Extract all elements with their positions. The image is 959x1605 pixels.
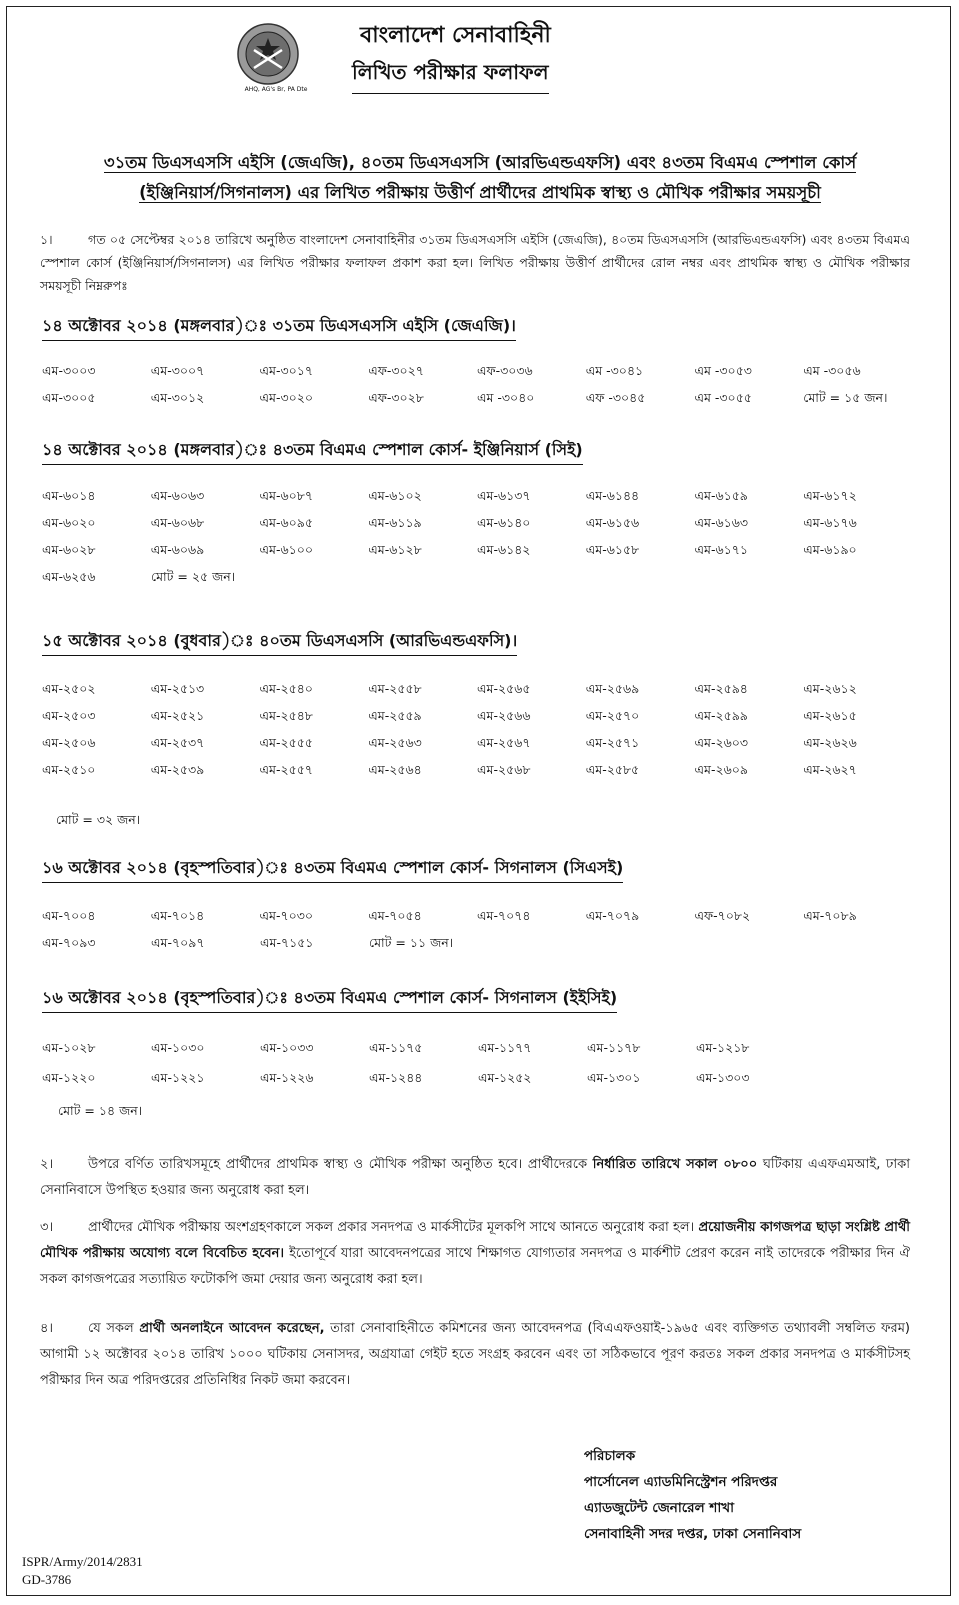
roll-number: এম-২৫৭০ xyxy=(585,708,640,723)
signatory-hq: সেনাবাহিনী সদর দপ্তর, ঢাকা সেনানিবাস xyxy=(584,1526,802,1542)
roll-number: এম-৬০৬৩ xyxy=(150,488,205,503)
roll-number: এম-২৬০৯ xyxy=(694,762,748,777)
roll-row xyxy=(42,762,912,789)
roll-number: এম-১৩০১ xyxy=(587,1070,641,1085)
roll-row xyxy=(42,1040,912,1070)
roll-number: এম-২৬২৭ xyxy=(803,762,857,777)
roll-number: এম-৬২৫৬ xyxy=(42,569,96,584)
para-emphasis: নির্ধারিত তারিখে সকাল ০৮০০ xyxy=(592,1157,758,1172)
roll-number: এম-২৫৫৯ xyxy=(368,708,422,723)
roll-number: এম-১০৩০ xyxy=(151,1040,205,1055)
roll-number: এম -৩০৫৬ xyxy=(803,363,861,378)
para-emphasis: প্রয়োজনীয় কাগজপত্র ছাড়া সংশ্লিষ্ট প্রার্থী মৌখিক পরীক্ষায় অযোগ্য বলে বিবেচিত হবেন। xyxy=(40,1220,910,1261)
section-title: ১৪ অক্টোবর ২০১৪ (মঙ্গলবার)ঃ ৩১তম ডিএসএসসি এইসি (জেএজি)। xyxy=(42,313,516,341)
notice-heading xyxy=(40,148,920,208)
roll-number: এম-২৫৫৭ xyxy=(259,762,313,777)
roll-number: এম-২৫৪০ xyxy=(259,681,313,696)
roll-number: এম-২৫৬৬ xyxy=(477,708,531,723)
roll-number: এম-২৫৩৯ xyxy=(150,762,205,777)
roll-row xyxy=(42,681,912,708)
roll-number: এম-২৬০৩ xyxy=(694,735,748,750)
roll-grid xyxy=(42,681,912,789)
roll-number: এম-৩০২০ xyxy=(259,390,313,405)
roll-number: এম-৬১৫৯ xyxy=(694,488,748,503)
para-text: গত ০৫ সেপ্টেম্বর ২০১৪ তারিখে অনুষ্ঠিত বাংলাদেশ সেনাবাহিনীর ৩১তম ডিএসএসসি এইসি (জেএজি), ৪০তম ডিএসএসসি (আরভিএন্ডএফসি) এবং ৪৩তম বিএমএ স্পেশাল কোর্স (ইঞ্জিনিয়ার্স/সিগনালস) এর লিখিত পরীক্ষার ফলাফল প্রকাশ করা হল। লিখিত পরীক্ষায় উত্তীর্ণ প্রার্থীদের রোল নম্বর এবং প্রাথমিক স্বাস্থ্য ও মৌখিক পরীক্ষার সময়সূচী নিম্নরুপঃ xyxy=(40,232,910,293)
para-text: প্রার্থীদের মৌখিক পরীক্ষায় অংশগ্রহণকালে সকল প্রকার সনদপত্র ও মার্কসীটের মূলকপি সাথে আনতে অনুরোধ করা হল। xyxy=(88,1220,699,1235)
roll-number: এম-১২৫২ xyxy=(478,1070,532,1085)
roll-grid xyxy=(42,1040,912,1097)
reference-block xyxy=(22,1553,143,1589)
paragraph-2 xyxy=(40,1152,910,1204)
roll-number: এম-২৫০৩ xyxy=(42,708,96,723)
paragraph-4 xyxy=(40,1316,910,1394)
roll-number: এফ-৩০৩৬ xyxy=(477,363,533,378)
roll-number: এম-৬০৬৮ xyxy=(150,515,205,530)
roll-number: এম-২৫৬৯ xyxy=(585,681,640,696)
army-crest-icon xyxy=(236,22,300,86)
section-total: মোট = ১৪ জন। xyxy=(58,1103,143,1118)
roll-number: এম-১১৭৫ xyxy=(369,1040,423,1055)
heading-line-2: (ইঞ্জিনিয়ার্স/সিগনালস) এর লিখিত পরীক্ষায় উত্তীর্ণ প্রার্থীদের প্রাথমিক স্বাস্থ্য ও মৌখিক পরীক্ষার সময়সূচী xyxy=(139,183,821,202)
para-number: ২। xyxy=(40,1157,54,1172)
roll-number: এম-৬১৭৬ xyxy=(803,515,857,530)
roll-number: এম-৬১৫৬ xyxy=(585,515,640,530)
roll-number: এম-১১৭৭ xyxy=(478,1040,532,1055)
roll-number: এম-৬১৪৪ xyxy=(585,488,640,503)
roll-number: এম-১২২০ xyxy=(42,1070,96,1085)
org-title: বাংলাদেশ সেনাবাহিনী xyxy=(360,23,551,48)
roll-number: এম-২৫৪৮ xyxy=(259,708,313,723)
section-total: মোট = ১১ জন। xyxy=(369,935,454,950)
section-total: মোট = ২৫ জন। xyxy=(151,569,236,584)
roll-number: এম-২৬১২ xyxy=(803,681,857,696)
roll-number: এম -৩০৪০ xyxy=(477,390,535,405)
roll-row xyxy=(42,935,912,962)
roll-number: এম-২৫০২ xyxy=(42,681,96,696)
roll-grid xyxy=(42,908,912,962)
para-number: ১। xyxy=(40,232,53,247)
roll-number: এফ-৩০২৭ xyxy=(368,363,424,378)
roll-row xyxy=(42,363,912,390)
section-title: ১৪ অক্টোবর ২০১৪ (মঙ্গলবার)ঃ ৪৩তম বিএমএ স্পেশাল কোর্স- ইঞ্জিনিয়ার্স (সিই) xyxy=(42,437,583,465)
roll-number: এফ-৭০৮২ xyxy=(694,908,751,923)
roll-number: এম-৭১৫১ xyxy=(260,935,314,950)
para-text: তারা সেনাবাহিনীতে কমিশনের জন্য আবেদনপত্র (বিএএফওয়াই-১৯৬৫ এবং ব্যক্তিগত তথ্যাবলী সম্বলিত ফরম) আগামী ১২ অক্টোবর ২০১৪ তারিখ ১০০০ ঘটিকায় সেনাসদর, অগ্রযাত্রা গেইট হতে সংগ্রহ করবেন এবং তা সঠিকভাবে পূরণ করতঃ সকল প্রকার সনদপত্র ও মার্কসীটসহ পরীক্ষার দিন অত্র পরিদপ্তরের প্রতিনিধির নিকট জমা করবেন। xyxy=(40,1321,910,1388)
roll-number: এম-৬১৫৮ xyxy=(585,542,640,557)
roll-number: এম-৬০২৮ xyxy=(42,542,96,557)
roll-row xyxy=(42,569,912,596)
roll-number: এম-৬১৬৩ xyxy=(694,515,748,530)
para-number: ৪। xyxy=(40,1321,54,1336)
roll-grid xyxy=(42,488,912,596)
section-title: ১৬ অক্টোবর ২০১৪ (বৃহস্পতিবার)ঃ ৪৩তম বিএমএ স্পেশাল কোর্স- সিগনালস (সিএসই) xyxy=(42,855,623,883)
roll-number: এম-১২২৬ xyxy=(260,1070,314,1085)
roll-number: এম-৬১৯০ xyxy=(803,542,857,557)
roll-number: এম-৬১২৮ xyxy=(368,542,422,557)
roll-number: এম-৬১১৯ xyxy=(368,515,422,530)
roll-number: এফ-৩০২৮ xyxy=(368,390,424,405)
roll-number: এম-৬১৪০ xyxy=(477,515,531,530)
roll-number: এম-১০২৮ xyxy=(42,1040,96,1055)
gd-reference: GD-3786 xyxy=(22,1572,72,1587)
signature-block xyxy=(584,1443,801,1547)
signatory-office: পার্সোনেল এ্যাডমিনিস্ট্রেশন পরিদপ্তর xyxy=(584,1474,778,1490)
roll-row xyxy=(42,542,912,569)
roll-row xyxy=(42,515,912,542)
roll-number: এম-৭০৭৪ xyxy=(477,908,531,923)
roll-number: এম-২৫৬৩ xyxy=(368,735,422,750)
para-text: উপরে বর্ণিত তারিখসমূহে প্রার্থীদের প্রাথমিক স্বাস্থ্য ও মৌখিক পরীক্ষা অনুষ্ঠিত হবে। প্রার্থীদেরকে xyxy=(88,1157,593,1172)
roll-row xyxy=(42,735,912,762)
roll-number: এম-৬১০০ xyxy=(259,542,313,557)
roll-number: এম-৩০০৩ xyxy=(42,363,96,378)
roll-row xyxy=(42,908,912,935)
para-text: ইতোপূর্বে যারা আবেদনপত্রের সাথে শিক্ষাগত যোগ্যতার সনদপত্র ও মার্কশীট প্রেরণ করেন নাই তাদেরকে পরীক্ষার দিন ঐ সকল কাগজপত্রের সত্যায়িত ফটোকপি জমা দেয়ার জন্য অনুরোধ করা হল। xyxy=(40,1246,910,1287)
roll-number: এম -৩০৪১ xyxy=(585,363,644,378)
roll-number: এম-১০৩৩ xyxy=(260,1040,314,1055)
roll-number: এম-২৫২১ xyxy=(150,708,205,723)
roll-number: এম-৩০০৭ xyxy=(150,363,205,378)
roll-number: এম-৬১৭২ xyxy=(803,488,857,503)
section-title: ১৫ অক্টোবর ২০১৪ (বুধবার)ঃ ৪০তম ডিএসএসসি (আরভিএন্ডএফসি)। xyxy=(42,628,517,656)
roll-number: এম-২৫৫৫ xyxy=(259,735,313,750)
signatory-title: পরিচালক xyxy=(584,1448,636,1464)
roll-number: এম-৭০৯৭ xyxy=(151,935,205,950)
roll-number: এম-১২২১ xyxy=(151,1070,205,1085)
roll-number: এম-২৫৯৯ xyxy=(694,708,748,723)
roll-number: এম-২৫৬৮ xyxy=(477,762,531,777)
roll-number: এম-২৫৯৪ xyxy=(694,681,748,696)
roll-number: এম-৩০১৭ xyxy=(259,363,313,378)
roll-number: এম-৩০১২ xyxy=(150,390,205,405)
roll-number: এম-২৫১৩ xyxy=(150,681,205,696)
roll-row xyxy=(42,1070,912,1097)
roll-number: এম-২৫১০ xyxy=(42,762,96,777)
roll-number: এম-১২৪৪ xyxy=(369,1070,423,1085)
roll-number: এম-৭০০৪ xyxy=(42,908,96,923)
section-total: মোট = ৩২ জন। xyxy=(56,812,141,827)
ispr-reference: ISPR/Army/2014/2831 xyxy=(22,1554,143,1569)
signatory-branch: এ্যাডজুটেন্ট জেনারেল শাখা xyxy=(584,1500,735,1516)
roll-number: এম-১১৭৮ xyxy=(587,1040,641,1055)
heading-line-1: ৩১তম ডিএসএসসি এইসি (জেএজি), ৪০তম ডিএসএসসি (আরভিএন্ডএফসি) এবং ৪৩তম বিএমএ স্পেশাল কোর্স xyxy=(103,153,857,172)
roll-number: এম-২৫৩৭ xyxy=(150,735,205,750)
roll-number: এম-৬০৯৫ xyxy=(259,515,313,530)
roll-number: এম-৭০১৪ xyxy=(150,908,205,923)
roll-number: এম-৭০৩০ xyxy=(259,908,313,923)
roll-number: এম-৬০২০ xyxy=(42,515,96,530)
roll-number: এম-৭০৭৯ xyxy=(585,908,640,923)
roll-number: এম-২৬১৫ xyxy=(803,708,857,723)
roll-number: এম-২৫৮৫ xyxy=(585,762,640,777)
page-subtitle: লিখিত পরীক্ষার ফলাফল xyxy=(352,58,549,94)
paragraph-3 xyxy=(40,1215,910,1293)
roll-number: এম -৩০৫৫ xyxy=(694,390,752,405)
roll-number: এম-২৫৬৪ xyxy=(368,762,422,777)
roll-number: এম-৬১০২ xyxy=(368,488,422,503)
para-emphasis: প্রার্থী অনলাইনে আবেদন করেছেন, xyxy=(139,1321,325,1336)
roll-row xyxy=(42,488,912,515)
roll-number: এম-২৫৫৮ xyxy=(368,681,422,696)
roll-row xyxy=(42,390,912,417)
para-text: যে সকল xyxy=(88,1321,140,1336)
roll-number: এম-২৫০৬ xyxy=(42,735,96,750)
roll-number: এম-৬০৮৭ xyxy=(259,488,313,503)
roll-number: এম-৭০৫৪ xyxy=(368,908,422,923)
roll-number: এম-৭০৯৩ xyxy=(42,935,96,950)
roll-number: এম-১২১৮ xyxy=(696,1040,750,1055)
roll-number: এম-৬০১৪ xyxy=(42,488,96,503)
para-number: ৩। xyxy=(40,1220,54,1235)
roll-number: এম-২৫৬৭ xyxy=(477,735,531,750)
roll-number: এম-৬১৪২ xyxy=(477,542,531,557)
roll-number: এম-২৫৭১ xyxy=(585,735,640,750)
roll-number: এম-১৩০৩ xyxy=(696,1070,750,1085)
paragraph-1 xyxy=(40,228,910,297)
section-total: মোট = ১৫ জন। xyxy=(803,390,888,405)
roll-number: এম-৬০৬৯ xyxy=(150,542,205,557)
roll-number: এম -৩০৫৩ xyxy=(694,363,752,378)
section-title: ১৬ অক্টোবর ২০১৪ (বৃহস্পতিবার)ঃ ৪৩তম বিএমএ স্পেশাল কোর্স- সিগনালস (ইইসিই) xyxy=(42,985,617,1013)
roll-number: এম-৭০৮৯ xyxy=(803,908,857,923)
logo-caption: AHQ, AG's Br, PA Dte xyxy=(244,86,308,93)
roll-number: এম-২৬২৬ xyxy=(803,735,857,750)
para-text: ঘটিকায় এএফএমআই, ঢাকা সেনানিবাসে উপস্থিত হওয়ার জন্য অনুরোধ করা হল। xyxy=(40,1157,910,1198)
roll-number: এম-৩০০৫ xyxy=(42,390,96,405)
roll-number: এম-৬১৩৭ xyxy=(477,488,531,503)
roll-number: এফ -৩০৪৫ xyxy=(585,390,646,405)
roll-row xyxy=(42,708,912,735)
roll-number: এম-৬১৭১ xyxy=(694,542,748,557)
roll-number: এম-২৫৬৫ xyxy=(477,681,531,696)
roll-grid xyxy=(42,363,912,417)
